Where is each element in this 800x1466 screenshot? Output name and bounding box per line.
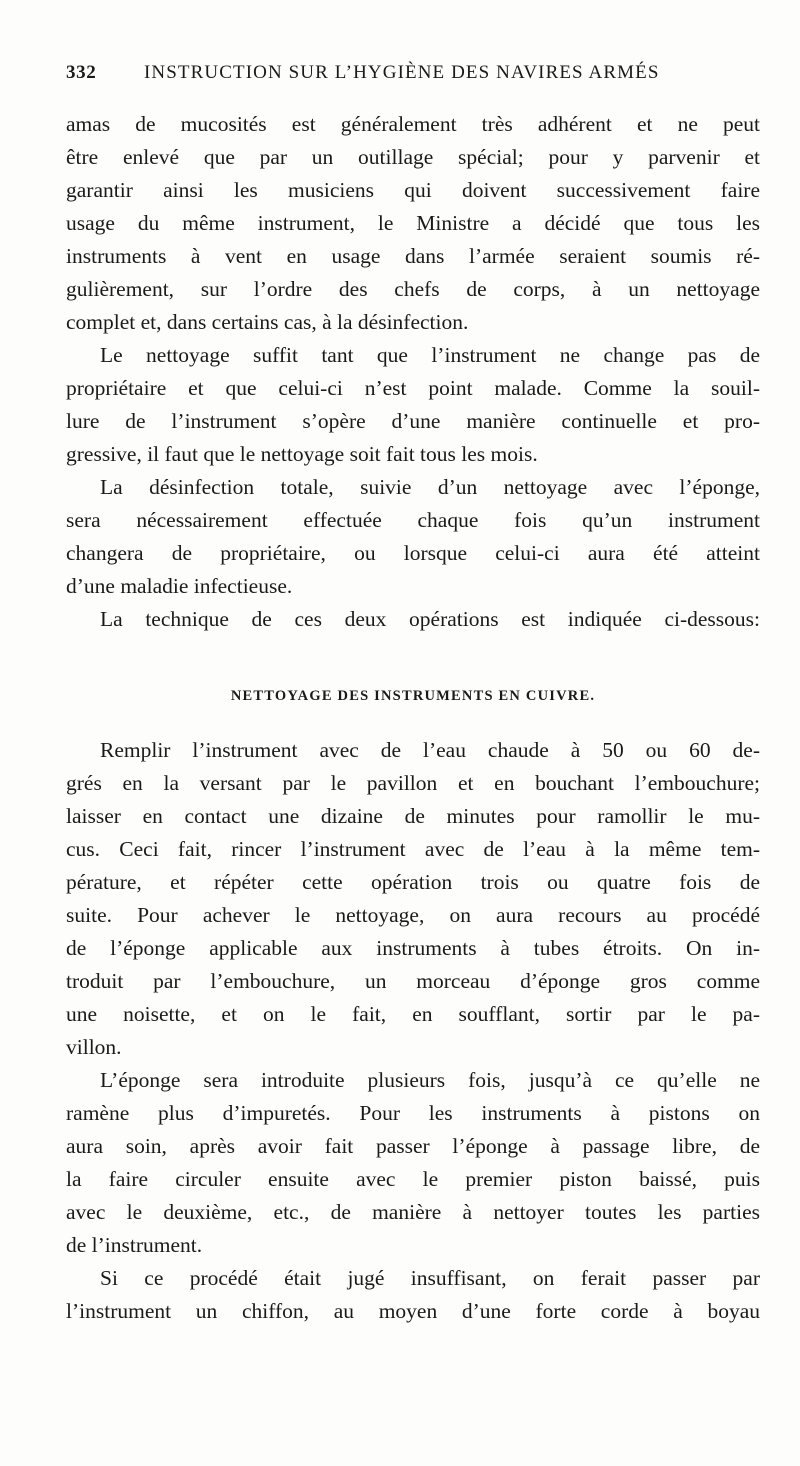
- text-line: de l’éponge applicable aux instruments à tubes étroits. On in-: [66, 936, 760, 960]
- body-text-bottom: [66, 734, 760, 1328]
- text-line: Le nettoyage suffit tant que l’instrument ne change pas de: [100, 343, 760, 367]
- text-line: grés en la versant par le pavillon et en bouchant l’embouchure;: [66, 771, 760, 795]
- text-line: La technique de ces deux opérations est indiquée ci-dessous:: [100, 607, 760, 631]
- text-line: villon.: [66, 1035, 122, 1059]
- text-line: cus. Ceci fait, rincer l’instrument avec de l’eau à la même tem-: [66, 837, 760, 861]
- text-line: de l’instrument.: [66, 1233, 203, 1257]
- text-line: une noisette, et on le fait, en soufflant, sortir par le pa-: [66, 1002, 760, 1026]
- text-line: gulièrement, sur l’ordre des chefs de corps, à un nettoyage: [66, 277, 760, 301]
- section-heading: NETTOYAGE DES INSTRUMENTS EN CUIVRE.: [230, 688, 596, 704]
- text-line: Remplir l’instrument avec de l’eau chaude à 50 ou 60 de-: [100, 738, 760, 762]
- page-header: [66, 62, 766, 92]
- running-title: INSTRUCTION SUR L’HYGIÈNE DES NAVIRES ARMÉS: [144, 62, 660, 83]
- text-line: d’une maladie infectieuse.: [66, 574, 293, 598]
- text-line: aura soin, après avoir fait passer l’éponge à passage libre, de: [66, 1134, 760, 1158]
- text-line: La désinfection totale, suivie d’un nettoyage avec l’éponge,: [100, 475, 760, 499]
- text-line: lure de l’instrument s’opère d’une manière continuelle et pro-: [66, 409, 760, 433]
- text-line: pérature, et répéter cette opération trois ou quatre fois de: [66, 870, 760, 894]
- text-line: amas de mucosités est généralement très adhérent et ne peut: [66, 112, 760, 136]
- text-line: suite. Pour achever le nettoyage, on aura recours au procédé: [66, 903, 760, 927]
- text-line: changera de propriétaire, ou lorsque celui-ci aura été atteint: [66, 541, 760, 565]
- text-line: l’instrument un chiffon, au moyen d’une forte corde à boyau: [66, 1299, 760, 1323]
- text-line: sera nécessairement effectuée chaque fois qu’un instrument: [66, 508, 760, 532]
- text-line: propriétaire et que celui-ci n’est point malade. Comme la souil-: [66, 376, 760, 400]
- text-line: la faire circuler ensuite avec le premier piston baissé, puis: [66, 1167, 760, 1191]
- text-line: troduit par l’embouchure, un morceau d’éponge gros comme: [66, 969, 760, 993]
- text-line: garantir ainsi les musiciens qui doivent successivement faire: [66, 178, 760, 202]
- page-number: 332: [66, 62, 97, 83]
- text-line: Si ce procédé était jugé insuffisant, on ferait passer par: [100, 1266, 760, 1290]
- text-line: laisser en contact une dizaine de minutes pour ramollir le mu-: [66, 804, 760, 828]
- text-line: complet et, dans certains cas, à la désinfection.: [66, 310, 469, 334]
- body-text-top: [66, 108, 760, 636]
- text-line: L’éponge sera introduite plusieurs fois, jusqu’à ce qu’elle ne: [100, 1068, 760, 1092]
- text-line: être enlevé que par un outillage spécial; pour y parvenir et: [66, 145, 760, 169]
- text-line: instruments à vent en usage dans l’armée seraient soumis ré-: [66, 244, 760, 268]
- text-line: gressive, il faut que le nettoyage soit fait tous les mois.: [66, 442, 538, 466]
- text-line: ramène plus d’impuretés. Pour les instruments à pistons on: [66, 1101, 760, 1125]
- text-line: avec le deuxième, etc., de manière à nettoyer toutes les parties: [66, 1200, 760, 1224]
- text-line: usage du même instrument, le Ministre a décidé que tous les: [66, 211, 760, 235]
